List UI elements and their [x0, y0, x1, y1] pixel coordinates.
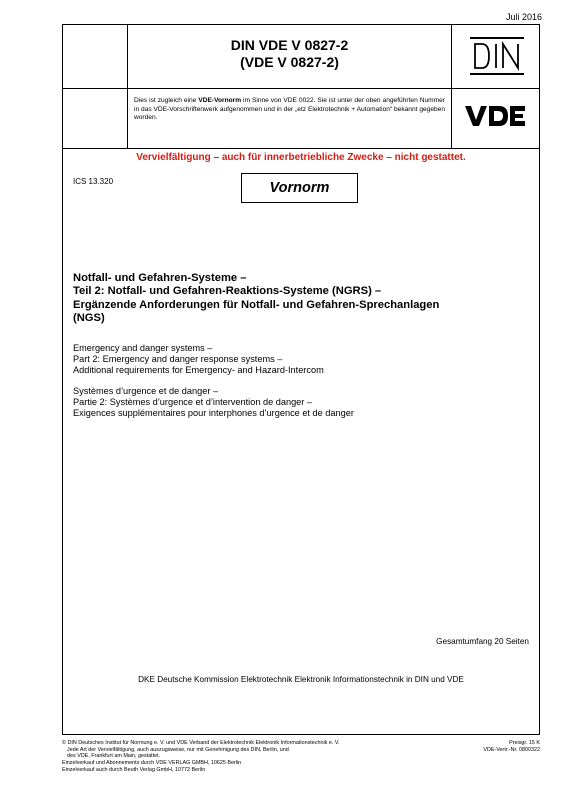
vde-number: (VDE V 0827-2)	[240, 54, 339, 70]
footer-line: © DIN Deutsches Institut für Normung e. V. und VDE Verband der Elektrotechnik Elektronik Informationstechnik e. V.	[62, 740, 340, 746]
vde-notice	[127, 89, 452, 148]
title-english-line: Additional requirements for Emergency- and Hazard-Intercom	[73, 365, 324, 376]
din-logo	[469, 35, 525, 77]
title-english-line: Part 2: Emergency and danger response systems –	[73, 354, 283, 365]
standard-number: DIN VDE V 0827-2	[230, 37, 349, 53]
title-french-line: Systèmes d’urgence et de danger –	[73, 386, 219, 396]
title-german-line: (NGS)	[73, 312, 105, 325]
vde-logo	[463, 103, 527, 129]
document-type: Vornorm	[269, 180, 330, 196]
standard-number-cell	[127, 25, 452, 88]
title-french-line: Partie 2: Systèmes d’urgence et d’intervention de danger –	[73, 397, 313, 408]
title-german-line: Notfall- und Gefahren-Systeme –	[73, 272, 247, 284]
vde-notice-rest: im Sinne von VDE 0022. Sie ist unter der oben angeführten Nummer in das VDE-Vorschriftenwerk aufgenommen und in der „etz Elektrotechnik + Automation“ bekannt gegeben worden.	[134, 97, 445, 122]
title-german-line: Teil 2: Notfall- und Gefahren-Reaktions-Systeme (NGRS) –	[73, 285, 382, 298]
document-type-box	[241, 173, 358, 203]
title-english	[73, 343, 533, 377]
footer-line: Einzelverkauf auch durch Beuth Verlag GmbH, 10772 Berlin	[62, 766, 206, 773]
title-german	[73, 272, 533, 326]
vde-notice-row	[63, 89, 539, 149]
vde-notice-bold: VDE-Vornorm	[198, 97, 242, 104]
ics-code: ICS 13.320	[73, 177, 114, 186]
title-french	[73, 386, 533, 420]
title-english-line: Emergency and danger systems –	[73, 343, 213, 353]
total-pages: Gesamtumfang 20 Seiten	[436, 637, 529, 646]
publication-date: Juli 2016	[505, 12, 542, 22]
price-group: Preisgr. 15 K	[509, 740, 540, 746]
cover-frame	[62, 24, 540, 735]
footer-line: Einzelverkauf und Abonnements durch VDE VERLAG GMBH, 10625 Berlin	[62, 760, 242, 767]
vde-notice-prefix: Dies ist zugleich eine	[134, 97, 199, 104]
footer-price	[483, 740, 540, 753]
header-row	[63, 25, 539, 89]
dke-commission: DKE Deutsche Kommission Elektrotechnik Elektronik Informationstechnik in DIN und VDE	[138, 675, 464, 684]
footer-line: des VDE, Frankfurt am Main, gestattet.	[67, 753, 161, 760]
footer-line: Jede Art der Vervielfältigung, auch auszugsweise, nur mit Genehmigung des DIN, Berlin, und	[67, 746, 289, 753]
title-french-line: Exigences supplémentaires pour interphones d’urgence et de danger	[73, 408, 354, 419]
footer-copyright	[62, 740, 452, 774]
vde-order-number: VDE-Vertr.-Nr. 0800322	[483, 746, 540, 753]
title-german-line: Ergänzende Anforderungen für Notfall- und Gefahren-Sprechanlagen	[73, 298, 440, 311]
reproduction-warning: Vervielfältigung – auch für innerbetriebliche Zwecke – nicht gestattet.	[136, 152, 466, 163]
